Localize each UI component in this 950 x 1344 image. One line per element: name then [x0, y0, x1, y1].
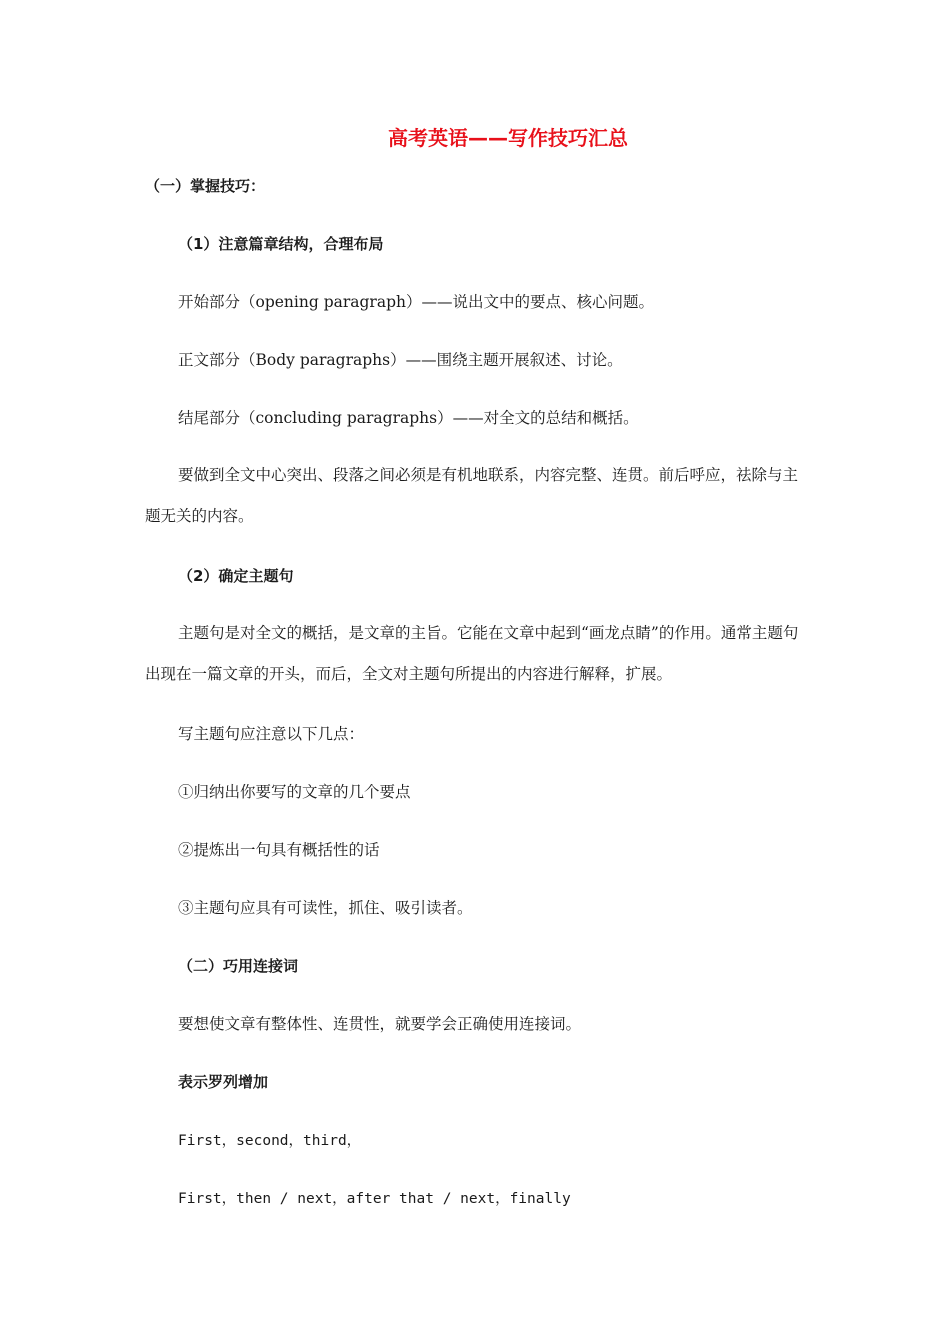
paragraph-coherence: 要做到全文中心突出、段落之间必须是有机地联系，内容完整、连贯。前后呼应，祛除与主题无关的内容。 [145, 466, 799, 525]
subheading-topic-sentence: （2）确定主题句 [178, 567, 294, 585]
subheading-enumeration: 表示罗列增加 [178, 1073, 269, 1091]
note-item-1: ①归纳出你要写的文章的几个要点 [178, 783, 411, 801]
paragraph-body: 正文部分（Body paragraphs）——围绕主题开展叙述、讨论。 [178, 351, 623, 369]
note-item-3: ③主题句应具有可读性，抓住、吸引读者。 [178, 899, 473, 917]
section-heading-techniques: （一）掌握技巧： [145, 177, 266, 195]
paragraph-opening: 开始部分（opening paragraph）——说出文中的要点、核心问题。 [178, 293, 654, 311]
paragraph-connectives: 要想使文章有整体性、连贯性，就要学会正确使用连接词。 [178, 1015, 582, 1033]
section-heading-connectives: （二）巧用连接词 [178, 957, 299, 975]
document-title: 高考英语——写作技巧汇总 [388, 126, 628, 150]
paragraph-concluding: 结尾部分（concluding paragraphs）——对全文的总结和概括。 [178, 409, 639, 427]
paragraph-notes-intro: 写主题句应注意以下几点： [178, 725, 365, 743]
subheading-structure: （1）注意篇章结构，合理布局 [178, 235, 384, 253]
note-item-2: ②提炼出一句具有概括性的话 [178, 841, 380, 859]
example-line-1: First，second，third， [178, 1133, 362, 1149]
paragraph-topic-sentence: 主题句是对全文的概括，是文章的主旨。它能在文章中起到“画龙点睛”的作用。通常主题句出现在一篇文章的开头，而后，全文对主题句所提出的内容进行解释，扩展。 [145, 624, 799, 683]
example-line-2: First，then / next，after that / next，finally [178, 1191, 571, 1207]
